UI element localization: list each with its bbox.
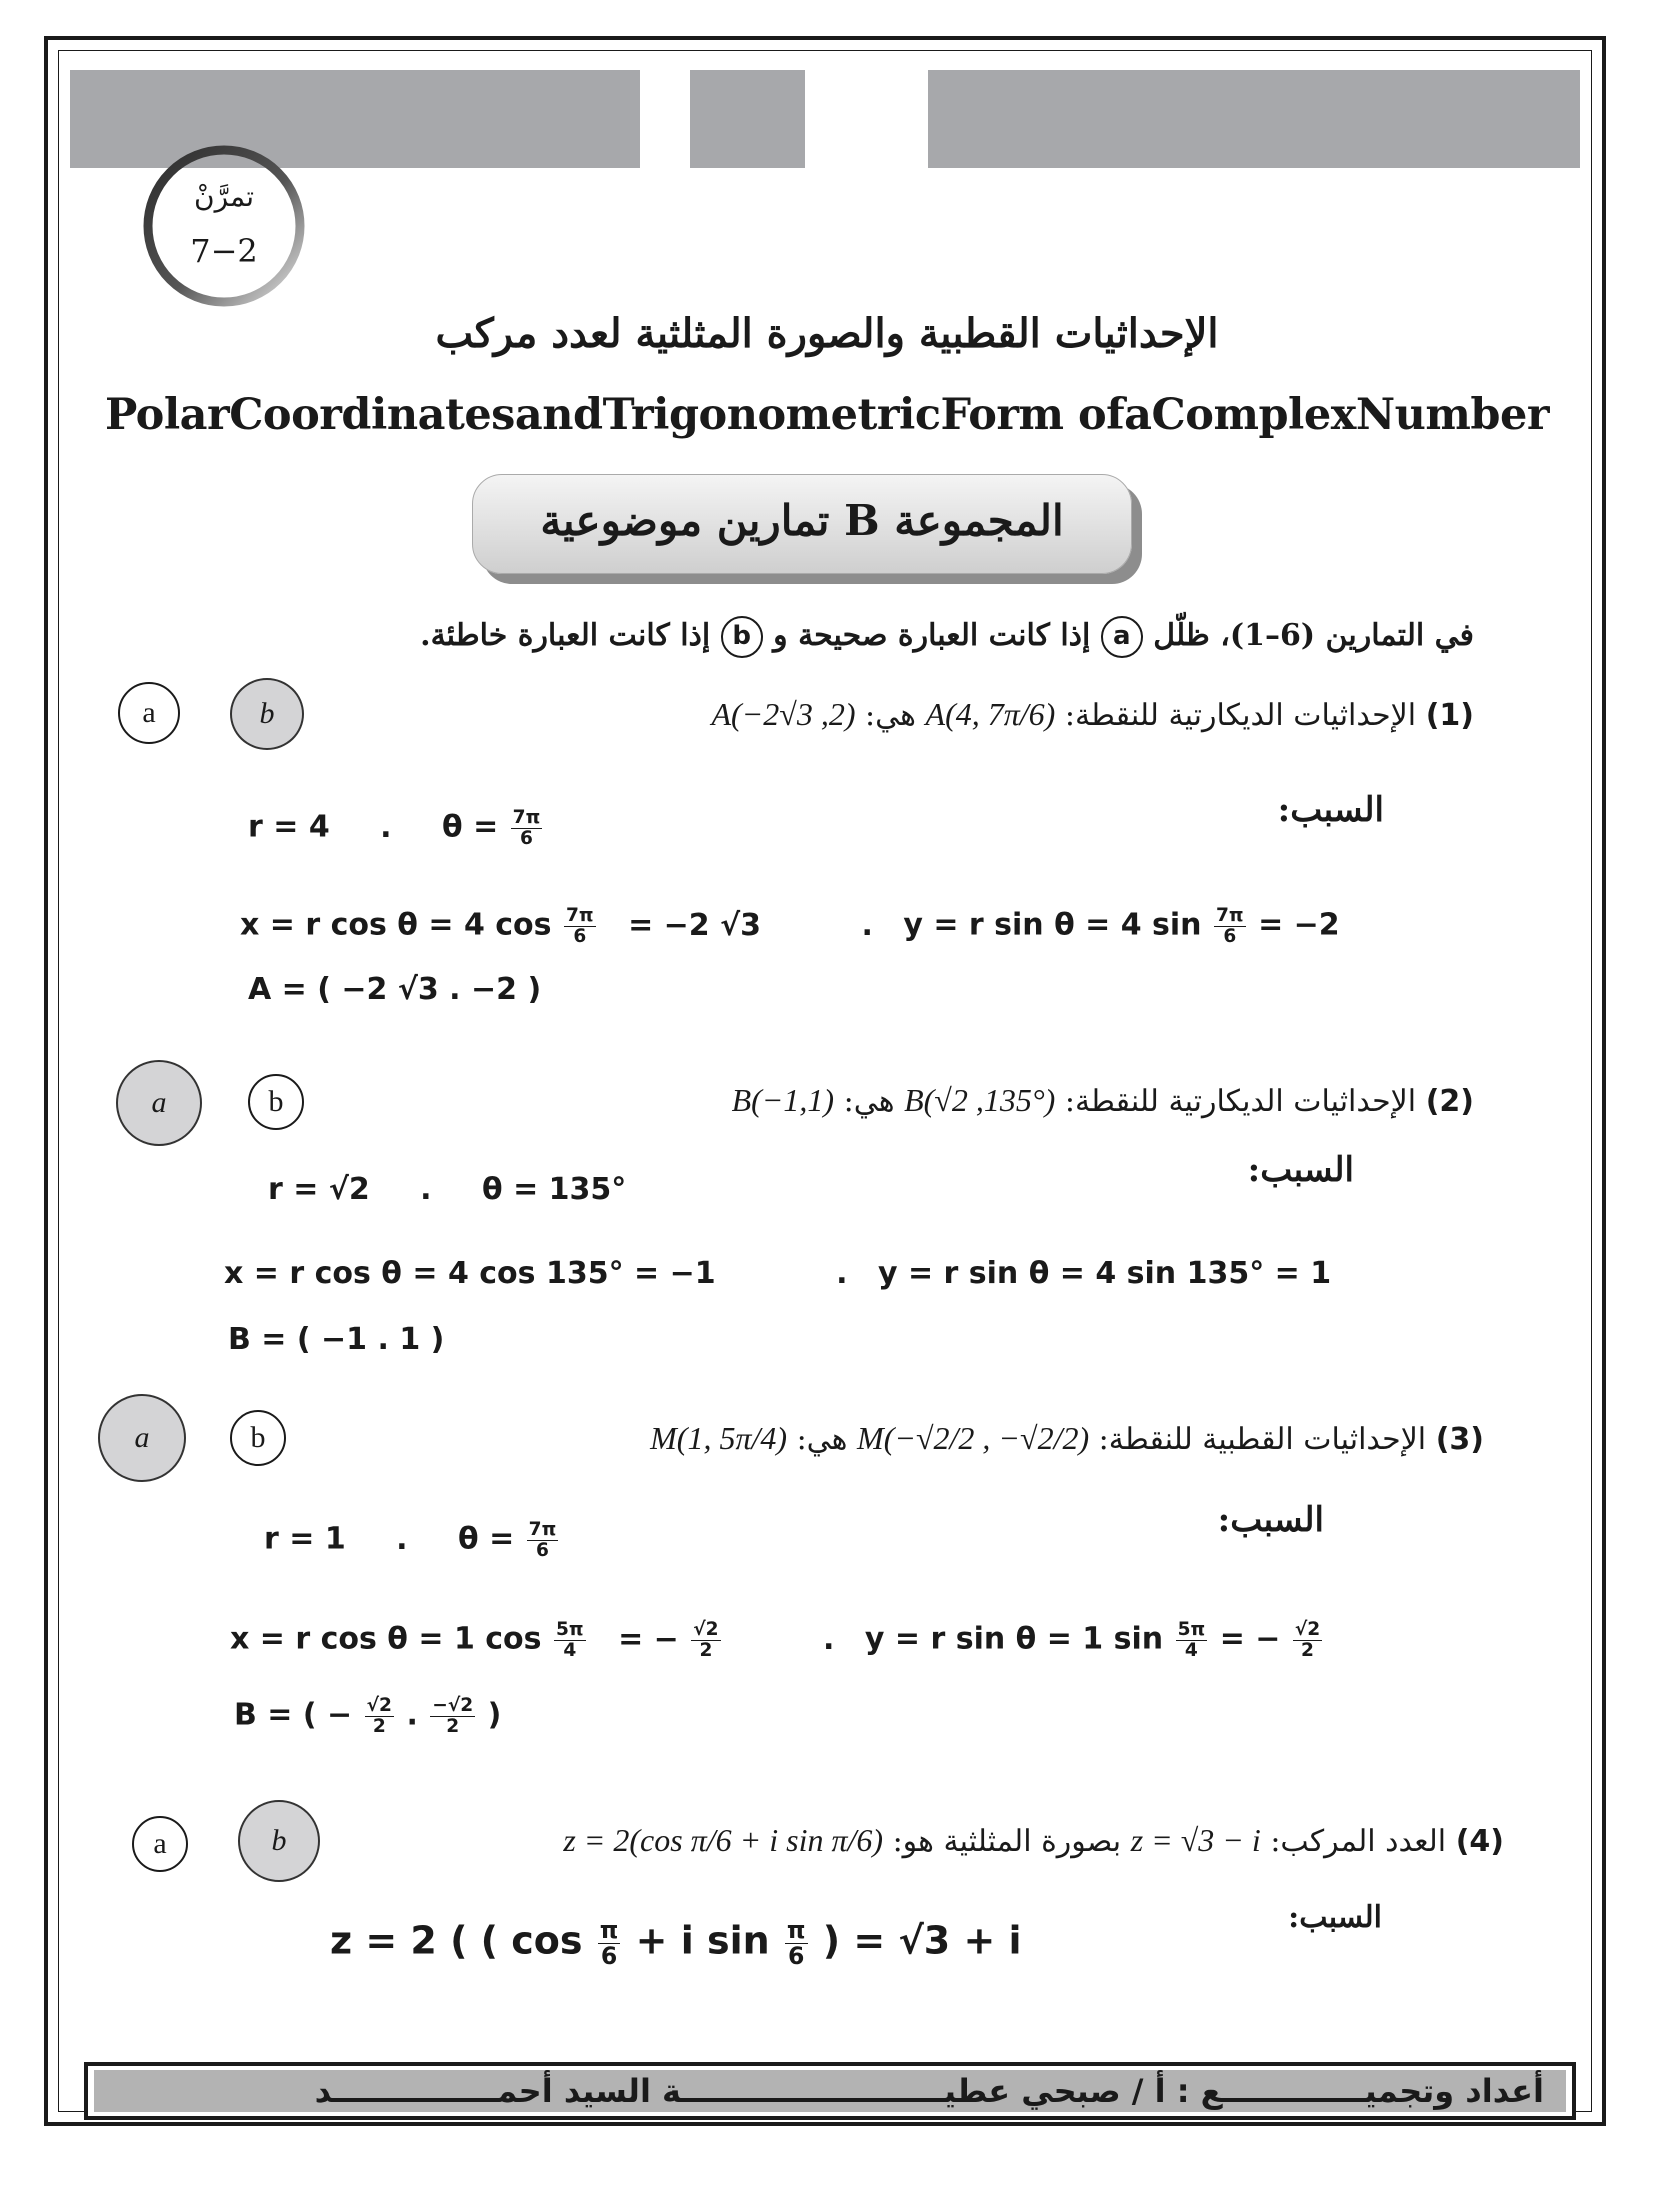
q4-line1-num2: π [786, 1916, 806, 1944]
group-banner-title: المجموعة B تمارين موضوعية [540, 496, 1064, 545]
q2-solution-line2 [224, 1256, 1331, 1291]
q2-is-word: هي: [843, 1084, 895, 1119]
q3-reason-label: السبب: [1217, 1500, 1324, 1540]
q1-y-num: 7π [1215, 905, 1244, 926]
q1-statement [711, 696, 1474, 733]
q3-r: r = 1 [264, 1521, 346, 1557]
q3-number: (3) [1435, 1422, 1484, 1457]
q2-number: (2) [1425, 1084, 1474, 1119]
q3-y: y = r sin θ = 1 sin [864, 1621, 1164, 1657]
q3-sep2: . [823, 1621, 835, 1657]
q4-line1-mid: + i sin [635, 1918, 770, 1963]
q4-line1-frac1 [598, 1918, 621, 1968]
q4-option-b[interactable]: b [238, 1800, 320, 1882]
exercise-ring-icon [140, 142, 308, 310]
q3-answer: M(1, 5π/4) [650, 1420, 788, 1456]
q1-number: (1) [1425, 698, 1474, 733]
header-bar-right [928, 70, 1580, 168]
q1-solution-line2 [240, 906, 1340, 946]
q1-answer: A(−2√3 ,2) [711, 696, 856, 732]
q1-option-b[interactable]: b [230, 678, 304, 750]
q1-x: x = r cos θ = 4 cos [240, 907, 552, 943]
q3-line3-mid: . [406, 1697, 418, 1733]
q2-reason-label: السبب: [1247, 1150, 1354, 1190]
q2-option-b[interactable]: b [248, 1074, 304, 1130]
header-bar-middle [690, 70, 805, 168]
q4-answer: z = 2(cos π/6 + i sin π/6) [563, 1822, 884, 1858]
q1-theta: θ = [442, 809, 499, 845]
q3-y-den: 4 [1184, 1639, 1198, 1661]
q2-sep2: . [836, 1256, 848, 1291]
q2-solution-line3: B = ( −1 . 1 ) [228, 1322, 445, 1357]
footer-credit: أعداد وتجميـــــــــــــع : أ / صبحي عطيــــــــــــــــــــــــة السيد أحمـــــــــــــــد [314, 2072, 1544, 2110]
q4-line1-end: ) = √3 + i [822, 1918, 1022, 1963]
q3-line3-start: B = ( − [234, 1697, 353, 1733]
q3-solution-line3 [234, 1696, 501, 1736]
q3-x-result: = − [618, 1621, 679, 1657]
q4-solution-line1 [330, 1918, 1022, 1968]
instructions-part3: إذا كانت العبارة خاطئة. [420, 618, 711, 653]
q2-y: y = r sin θ = 4 sin 135° = 1 [877, 1256, 1332, 1291]
q3-y-res-den: 2 [1301, 1639, 1314, 1661]
q4-point: z = √3 − i [1130, 1822, 1261, 1858]
page-title-arabic: الإحداثيات القطبية والصورة المثلثية لعدد مركب [435, 310, 1219, 357]
q1-x-num: 7π [565, 905, 594, 926]
instructions [420, 616, 1474, 658]
q3-theta-den: 6 [536, 1539, 549, 1561]
q4-line1-den2: 6 [788, 1941, 805, 1970]
q1-y-frac [1214, 906, 1246, 946]
exercise-number: 7−2 [190, 232, 258, 270]
q3-line3-den1: 2 [372, 1715, 386, 1737]
q1-sep2: . [861, 907, 873, 943]
exercise-label: تمرَّنْ [194, 180, 254, 213]
q3-line3-num1: √2 [366, 1695, 392, 1716]
q4-line1-frac2 [785, 1918, 808, 1968]
q3-y-res-num: √2 [1294, 1619, 1321, 1640]
q2-theta: θ = 135° [482, 1172, 627, 1207]
q4-text: العدد المركب: [1270, 1824, 1447, 1859]
instruction-circle-b: b [721, 616, 763, 658]
q4-line1-num1: π [599, 1916, 619, 1944]
q1-solution-line3: A = ( −2 √3 . −2 ) [248, 972, 542, 1007]
q1-y: y = r sin θ = 4 sin [903, 907, 1202, 943]
q2-answer: B(−1,1) [731, 1082, 835, 1118]
q2-statement [732, 1082, 1474, 1119]
q2-r: r = √2 [268, 1172, 370, 1207]
q2-x: x = r cos θ = 4 cos 135° = −1 [224, 1256, 716, 1291]
instructions-part1: في التمارين (6–1)، ظلّل [1153, 618, 1474, 653]
q3-sep1: . [396, 1521, 408, 1557]
q3-theta: θ = [458, 1521, 515, 1557]
q4-form-word: بصورة المثلثية هو: [892, 1824, 1122, 1859]
q3-y-result: = − [1219, 1621, 1281, 1657]
q2-solution-line1 [268, 1172, 626, 1207]
q1-x-den: 6 [573, 925, 587, 947]
instructions-part2: إذا كانت العبارة صحيحة و [773, 618, 1091, 653]
q1-theta-num: 7π [512, 807, 541, 828]
q3-y-frac [1176, 1620, 1208, 1660]
q3-line3-end: ) [487, 1697, 502, 1733]
q3-line3-frac2 [430, 1696, 475, 1736]
q1-x-frac [564, 906, 596, 946]
q3-line3-num2: −√2 [432, 1695, 474, 1716]
q3-y-num: 5π [1177, 1619, 1206, 1640]
q3-solution-line1 [264, 1520, 560, 1560]
q3-line3-frac1 [365, 1696, 394, 1736]
q3-x-res-num: √2 [693, 1619, 719, 1640]
q1-solution-line1 [248, 808, 544, 848]
q3-statement [650, 1420, 1484, 1457]
q3-y-result-frac [1293, 1620, 1322, 1660]
q1-y-result: = −2 [1258, 907, 1340, 943]
q3-is-word: هي: [796, 1422, 848, 1457]
q4-statement [563, 1822, 1504, 1859]
q3-option-a[interactable]: a [98, 1394, 186, 1482]
q3-x-num: 5π [555, 1619, 584, 1640]
q3-theta-num: 7π [528, 1519, 557, 1540]
q3-x-res-den: 2 [699, 1639, 713, 1661]
q1-theta-frac [511, 808, 543, 848]
q3-line3-den2: 2 [446, 1715, 460, 1737]
q4-line1-start: z = 2 ( ( cos [330, 1918, 583, 1963]
q1-y-den: 6 [1223, 925, 1237, 947]
q3-text: الإحداثيات القطبية للنقطة: [1098, 1422, 1427, 1457]
q4-option-a[interactable]: a [132, 1816, 188, 1872]
q1-option-a[interactable]: a [118, 682, 180, 744]
q1-r: r = 4 [248, 809, 330, 845]
q3-x-den: 4 [563, 1639, 577, 1661]
q4-line1-den1: 6 [600, 1941, 618, 1970]
q1-text: الإحداثيات الديكارتية للنقطة: [1064, 698, 1417, 733]
instruction-circle-a: a [1101, 616, 1143, 658]
q3-x-result-frac [691, 1620, 720, 1660]
q1-theta-den: 6 [520, 827, 533, 849]
q3-option-b[interactable]: b [230, 1410, 286, 1466]
q2-option-a[interactable]: a [116, 1060, 202, 1146]
q3-theta-frac [527, 1520, 559, 1560]
q3-x: x = r cos θ = 1 cos [230, 1621, 542, 1657]
q4-reason-label: السبب: [1288, 1900, 1382, 1935]
q4-number: (4) [1455, 1824, 1504, 1859]
q2-point: B(√2 ,135°) [904, 1082, 1056, 1118]
q2-sep1: . [420, 1172, 432, 1207]
q1-x-result: = −2 √3 [628, 907, 761, 943]
q3-x-frac [554, 1620, 586, 1660]
q1-is-word: هي: [865, 698, 916, 733]
page-title-english: PolarCoordinatesandTrigonometricForm ofaComplexNumber [104, 390, 1549, 440]
q2-text: الإحداثيات الديكارتية للنقطة: [1064, 1084, 1417, 1119]
q3-point: M(−√2/2 , −√2/2) [857, 1420, 1090, 1456]
q1-reason-label: السبب: [1277, 790, 1384, 830]
q3-solution-line2 [230, 1620, 1324, 1660]
q1-sep1: . [380, 809, 392, 845]
q1-point: A(4, 7π/6) [925, 696, 1056, 732]
